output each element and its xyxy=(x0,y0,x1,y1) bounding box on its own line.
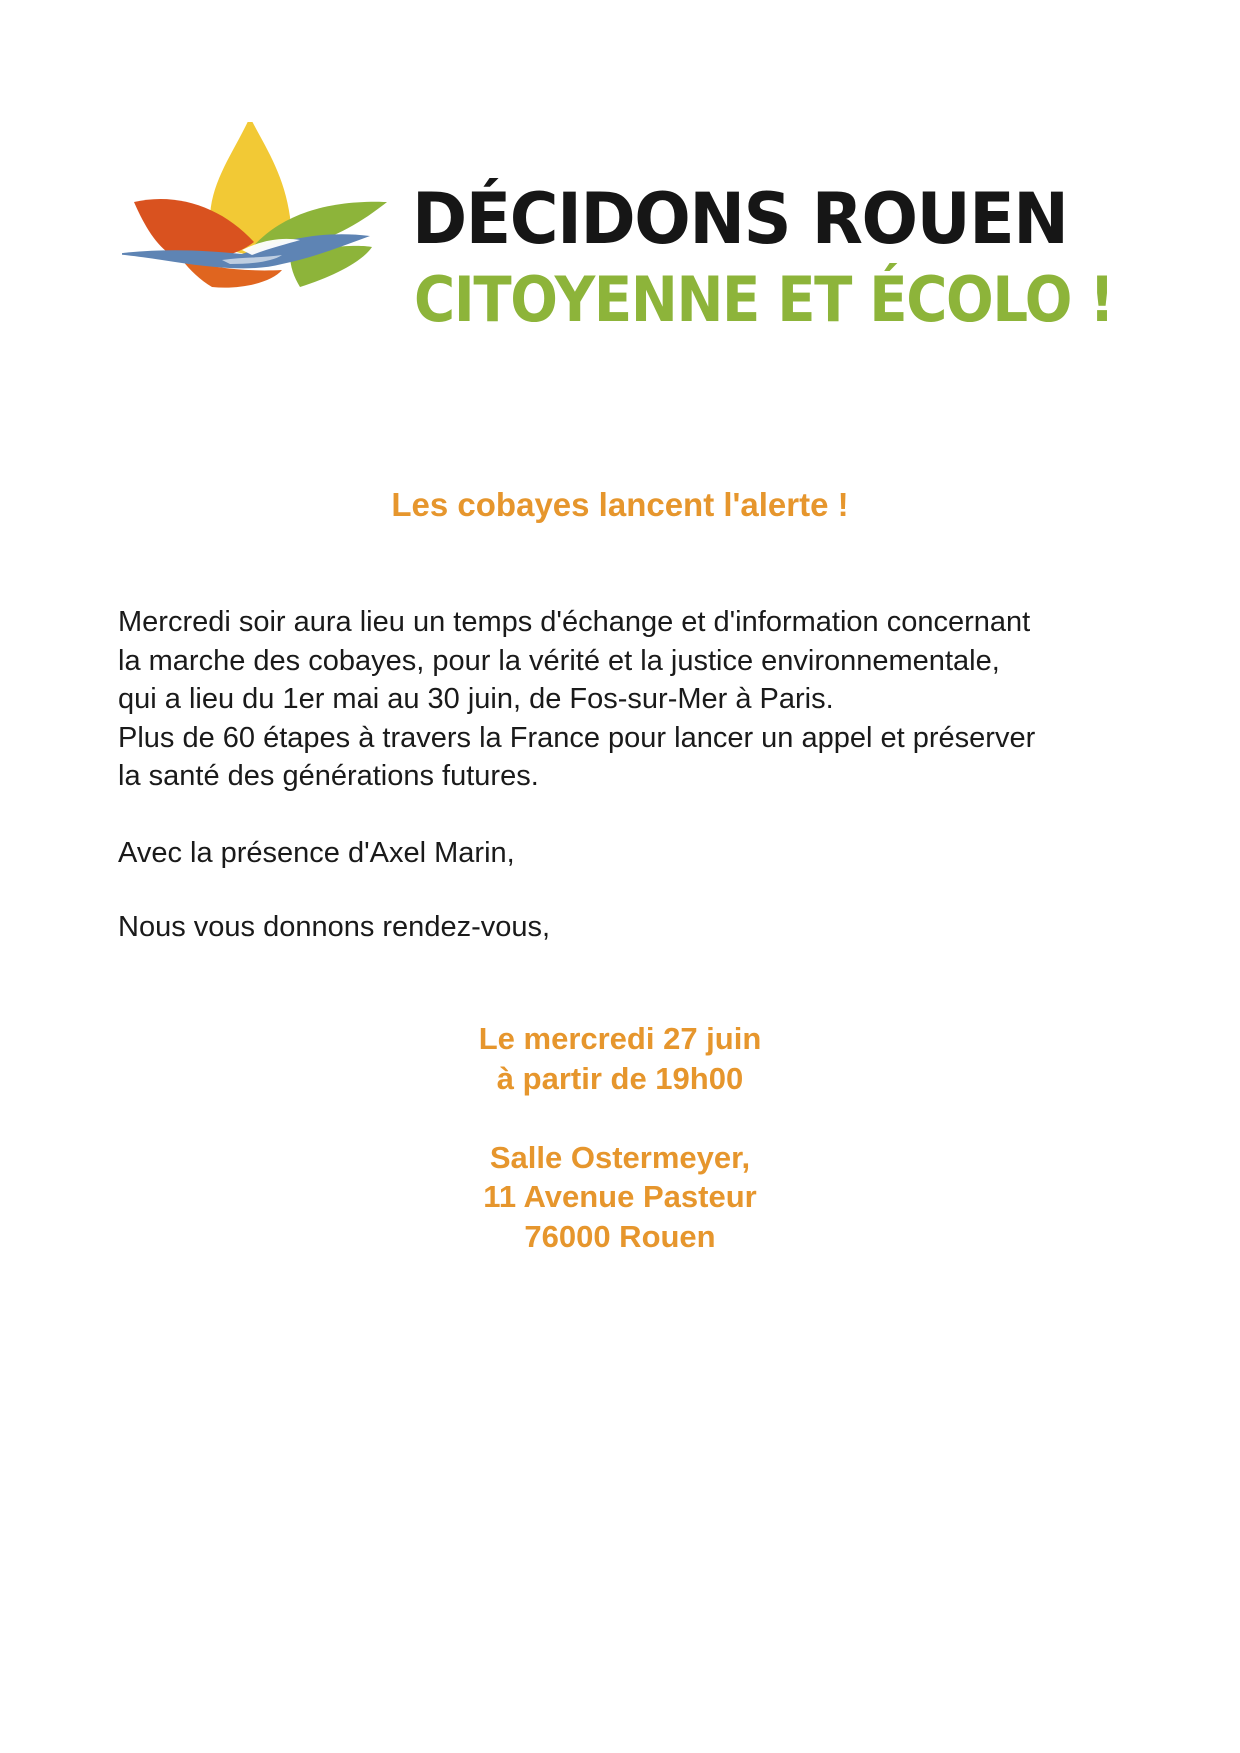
intro-line: Mercredi soir aura lieu un temps d'échange et d'information concernant xyxy=(118,606,1031,638)
intro-paragraph xyxy=(118,603,1198,796)
intro-line: la marche des cobayes, pour la vérité et la justice environnementale, xyxy=(118,644,1000,677)
event-city: 76000 Rouen xyxy=(524,1218,716,1254)
logo-title-line2: CITOYENNE ET ÉCOLO ! xyxy=(414,263,1114,336)
intro-line: qui a lieu du 1er mai au 30 juin, de Fos-sur-Mer à Paris. xyxy=(118,683,834,715)
page-title: Les cobayes lancent l'alerte ! xyxy=(391,486,849,523)
logo-title-line1: DÉCIDONS ROUEN xyxy=(412,178,1068,260)
event-venue: Salle Ostermeyer, xyxy=(489,1139,751,1175)
event-date: Le mercredi 27 juin xyxy=(478,1021,762,1056)
invitation-paragraph: Nous vous donnons rendez-vous, xyxy=(118,911,551,943)
event-time: à partir de 19h00 xyxy=(496,1060,744,1096)
presence-paragraph: Avec la présence d'Axel Marin, xyxy=(118,837,515,869)
event-address: 11 Avenue Pasteur xyxy=(483,1179,757,1214)
event-details xyxy=(0,1019,1240,1256)
spacer xyxy=(0,1098,1240,1138)
intro-line: Plus de 60 étapes à travers la France pour lancer un appel et préserver xyxy=(118,721,1036,754)
intro-line: la santé des générations futures. xyxy=(118,760,539,792)
logo xyxy=(122,122,1132,342)
leaf-logo-icon xyxy=(122,122,422,342)
